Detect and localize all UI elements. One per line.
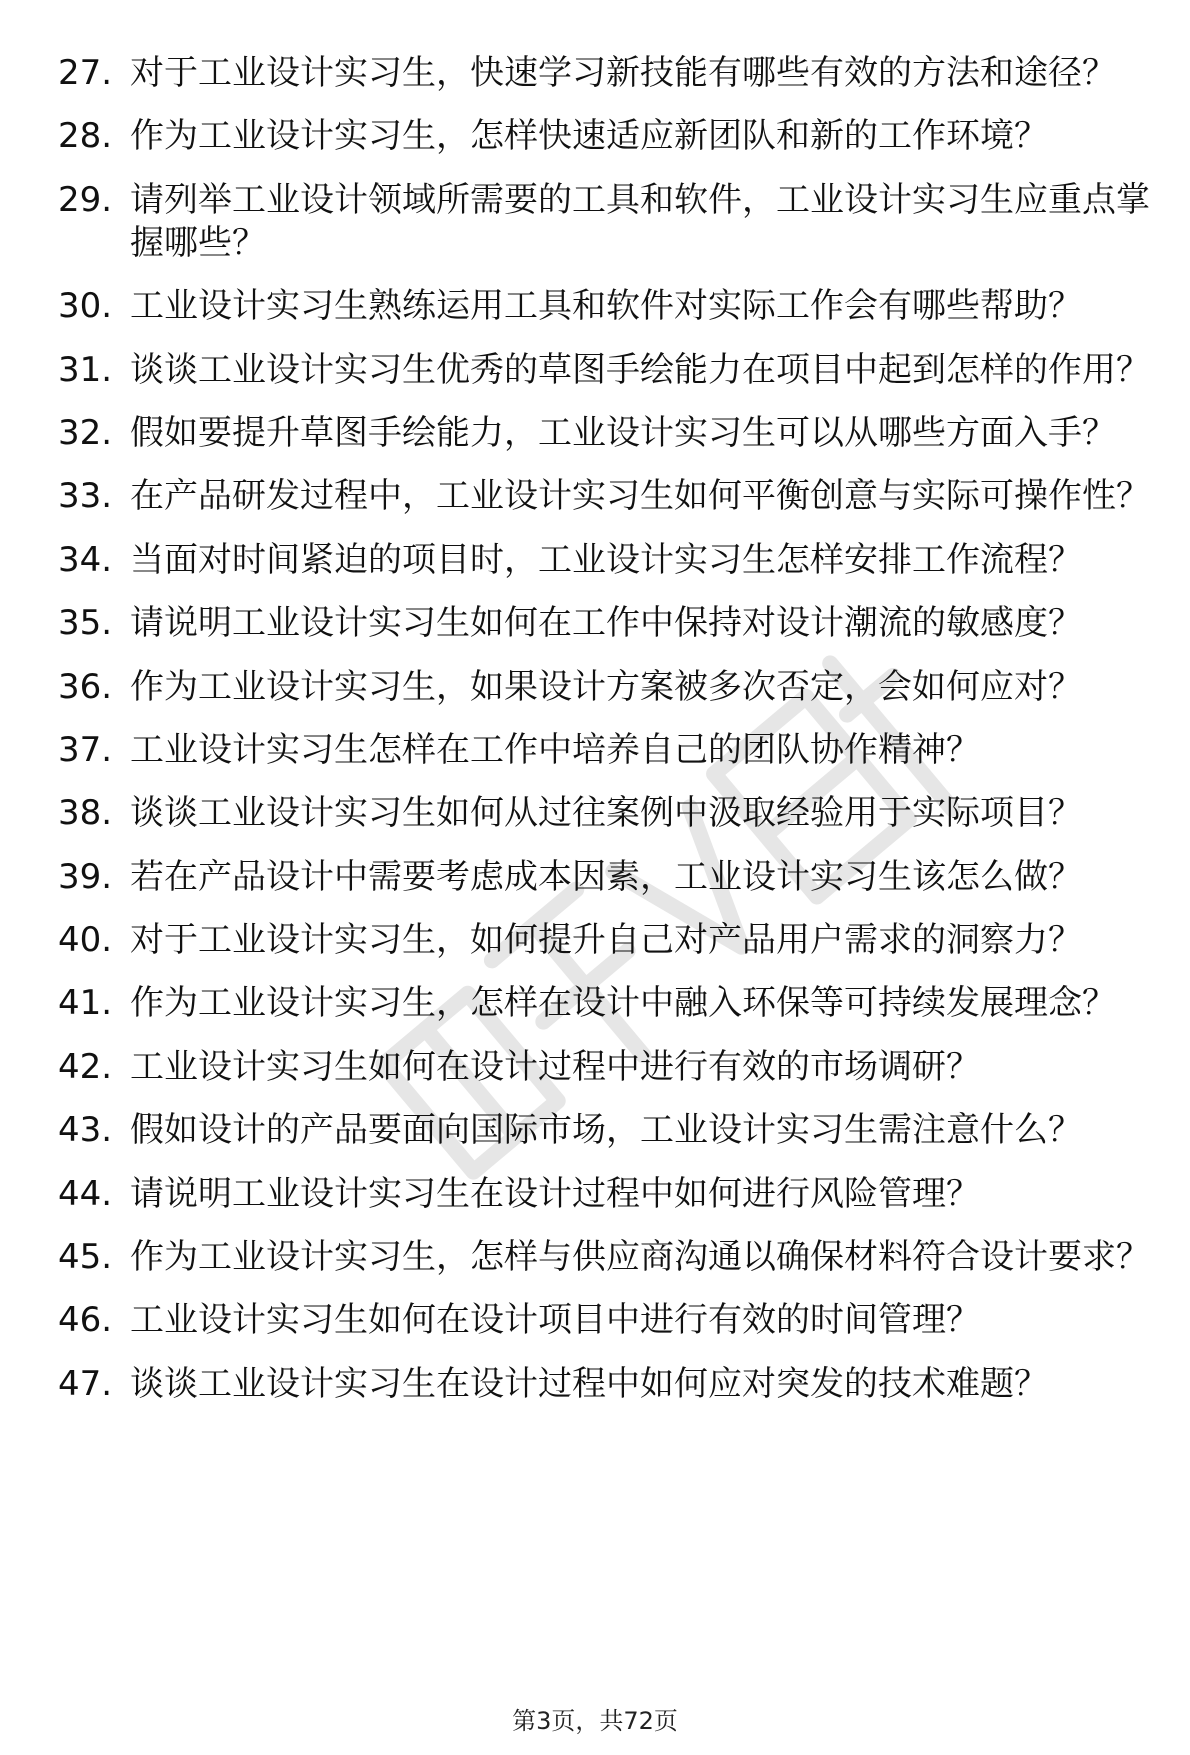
question-number: 47.: [58, 1363, 113, 1404]
question-number: 29.: [58, 179, 113, 220]
question-number: 46.: [58, 1300, 113, 1341]
question-text: 谈谈工业设计实习生如何从过往案例中汲取经验用于实际项目？: [130, 793, 1082, 834]
question-number: 37.: [58, 729, 113, 770]
question-number: 32.: [58, 412, 113, 453]
question-text: 对于工业设计实习生，快速学习新技能有哪些有效的方法和途径？: [130, 53, 1116, 93]
question-text: 工业设计实习生熟练运用工具和软件对实际工作会有哪些帮助？: [130, 286, 1082, 327]
question-text: 请列举工业设计领域所需要的工具和软件，工业设计实习生应重点掌握哪些？: [130, 179, 1150, 263]
question-item: [58, 1173, 1158, 1216]
question-item: [58, 729, 1158, 772]
question-item: [58, 539, 1158, 582]
question-item: [58, 602, 1158, 645]
question-item: [58, 919, 1158, 962]
question-number: 40.: [58, 920, 113, 961]
question-text: 当面对时间紧迫的项目时，工业设计实习生怎样安排工作流程？: [130, 539, 1082, 580]
question-text: 对于工业设计实习生，如何提升自己对产品用户需求的洞察力？: [130, 920, 1082, 961]
question-text: 谈谈工业设计实习生在设计过程中如何应对突发的技术难题？: [130, 1363, 1048, 1404]
question-number: 30.: [58, 286, 113, 327]
question-number: 44.: [58, 1173, 113, 1214]
question-text: 在产品研发过程中，工业设计实习生如何平衡创意与实际可操作性？: [130, 476, 1150, 517]
question-number: 36.: [58, 666, 113, 707]
question-number: 39.: [58, 856, 113, 897]
question-item: [58, 982, 1158, 1025]
question-text: 工业设计实习生如何在设计过程中进行有效的市场调研？: [130, 1046, 980, 1087]
question-text: 作为工业设计实习生，怎样在设计中融入环保等可持续发展理念？: [130, 983, 1116, 1024]
question-number: 27.: [58, 53, 113, 93]
question-number: 42.: [58, 1046, 113, 1087]
page-number-label: 第3页，共72页: [512, 1707, 678, 1735]
question-item: [58, 115, 1158, 158]
question-text: 作为工业设计实习生，怎样快速适应新团队和新的工作环境？: [130, 116, 1048, 157]
question-item: [58, 475, 1158, 518]
question-item: [58, 856, 1158, 899]
question-text: 作为工业设计实习生，怎样与供应商沟通以确保材料符合设计要求？: [130, 1237, 1150, 1278]
question-item: [58, 792, 1158, 835]
question-number: 31.: [58, 349, 113, 390]
question-item: [58, 52, 1158, 95]
question-number: 34.: [58, 539, 113, 580]
question-item: [58, 412, 1158, 455]
question-number: 43.: [58, 1110, 113, 1151]
page-footer: [0, 1706, 1190, 1736]
question-text: 请说明工业设计实习生在设计过程中如何进行风险管理？: [130, 1173, 980, 1214]
question-item: [58, 666, 1158, 709]
question-number: 33.: [58, 476, 113, 517]
question-item: [58, 1363, 1158, 1406]
question-item: [58, 1109, 1158, 1152]
question-number: 41.: [58, 983, 113, 1024]
question-item: [58, 1299, 1158, 1342]
question-number: 45.: [58, 1237, 113, 1278]
question-text: 工业设计实习生怎样在工作中培养自己的团队协作精神？: [130, 729, 980, 770]
question-number: 38.: [58, 793, 113, 834]
question-number: 28.: [58, 116, 113, 157]
question-item: [58, 1236, 1158, 1279]
question-list: [58, 52, 1158, 1426]
question-item: [58, 1046, 1158, 1089]
question-number: 35.: [58, 603, 113, 644]
question-text: 请说明工业设计实习生如何在工作中保持对设计潮流的敏感度？: [130, 603, 1082, 644]
question-text: 作为工业设计实习生，如果设计方案被多次否定，会如何应对？: [130, 666, 1082, 707]
question-text: 谈谈工业设计实习生优秀的草图手绘能力在项目中起到怎样的作用？: [130, 349, 1150, 390]
question-text: 假如要提升草图手绘能力，工业设计实习生可以从哪些方面入手？: [130, 412, 1116, 453]
question-item: [58, 285, 1158, 328]
question-item: [58, 349, 1158, 392]
question-text: 若在产品设计中需要考虑成本因素，工业设计实习生该怎么做？: [130, 856, 1082, 897]
question-text: 工业设计实习生如何在设计项目中进行有效的时间管理？: [130, 1300, 980, 1341]
question-text: 假如设计的产品要面向国际市场，工业设计实习生需注意什么？: [130, 1110, 1082, 1151]
question-item: [58, 179, 1158, 265]
